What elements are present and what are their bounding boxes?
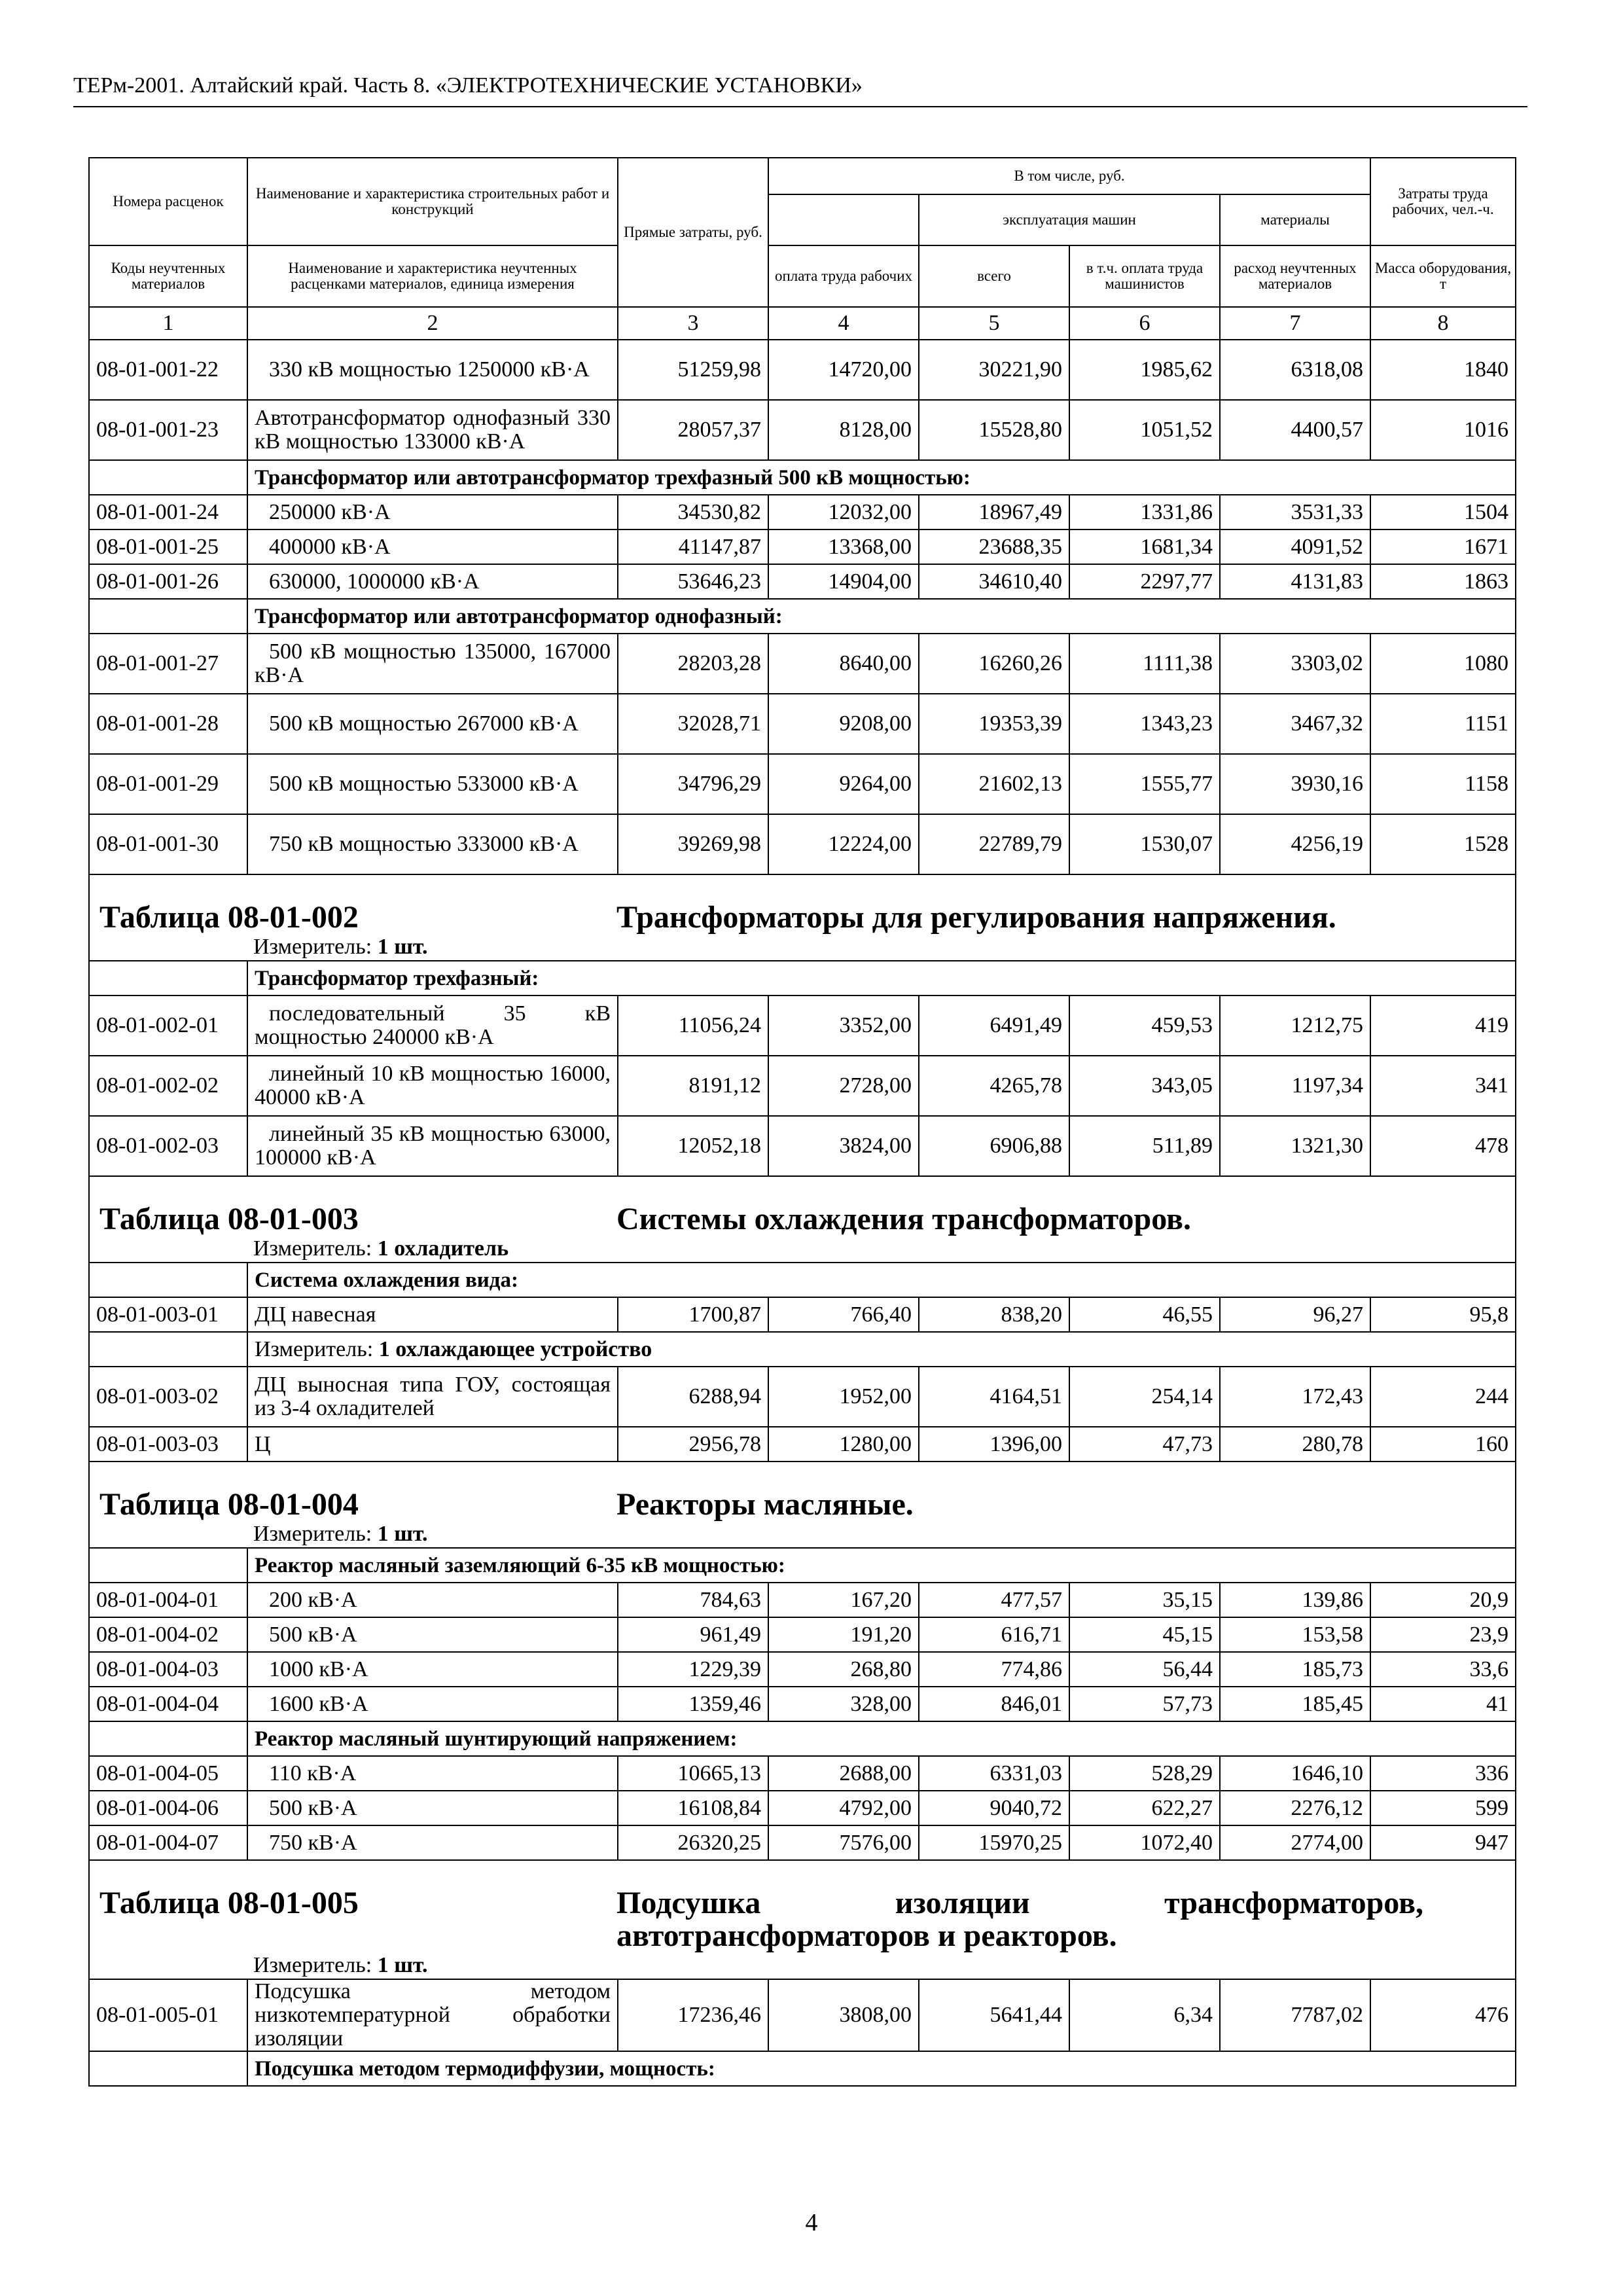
rate-name: Автотрансформатор однофазный 330 кВ мощностью 133000 кВ·А (247, 400, 618, 460)
rate-value: 1646,10 (1220, 1756, 1370, 1791)
rate-value: 616,71 (919, 1617, 1069, 1652)
measure-label: Измеритель: (253, 1236, 372, 1261)
rate-value: 160 (1370, 1427, 1516, 1462)
rate-value: 1359,46 (618, 1687, 768, 1721)
rate-value: 2956,78 (618, 1427, 768, 1462)
rate-value: 191,20 (768, 1617, 919, 1652)
rate-value: 172,43 (1220, 1367, 1370, 1427)
rate-value: 139,86 (1220, 1583, 1370, 1617)
rate-value: 3531,33 (1220, 495, 1370, 529)
rate-value: 39269,98 (618, 814, 768, 874)
rate-value: 185,45 (1220, 1687, 1370, 1721)
group-empty-cell (89, 1548, 247, 1583)
table-row (89, 1583, 1516, 1617)
rate-value: 1016 (1370, 400, 1516, 460)
rate-value: 153,58 (1220, 1617, 1370, 1652)
rate-code: 08-01-002-01 (89, 996, 247, 1056)
rate-name: линейный 35 кВ мощностью 63000, 100000 кВ·А (247, 1116, 618, 1176)
rate-value: 2688,00 (768, 1756, 919, 1791)
group-empty-cell (89, 1721, 247, 1756)
rate-value: 6906,88 (919, 1116, 1069, 1176)
table-section (89, 874, 1516, 961)
table-row (89, 1979, 1516, 2051)
table-row (89, 1652, 1516, 1687)
rate-code: 08-01-004-05 (89, 1756, 247, 1791)
rate-value: 244 (1370, 1367, 1516, 1427)
rate-value: 3303,02 (1220, 634, 1370, 694)
rate-value: 6331,03 (919, 1756, 1069, 1791)
table-title: Реакторы масляные. (616, 1487, 914, 1522)
table-number: Таблица 08-01-004 (99, 1487, 359, 1522)
group-title: Трансформатор или автотрансформатор трехфазный 500 кВ мощностью: (247, 460, 1516, 495)
rate-value: 766,40 (768, 1297, 919, 1332)
rate-value: 528,29 (1069, 1756, 1220, 1791)
table-row (89, 495, 1516, 529)
rate-value: 12052,18 (618, 1116, 768, 1176)
rate-value: 47,73 (1069, 1427, 1220, 1462)
rate-value: 53646,23 (618, 564, 768, 599)
rate-value: 15528,80 (919, 400, 1069, 460)
table-row (89, 1367, 1516, 1427)
page-number: 4 (805, 2209, 818, 2236)
col-header-direct: Прямые затраты, руб. (618, 158, 768, 307)
table-section (89, 1176, 1516, 1263)
table-row (89, 996, 1516, 1056)
table-row (89, 634, 1516, 694)
rate-name: 500 кВ·А (247, 1617, 618, 1652)
rate-value: 341 (1370, 1056, 1516, 1116)
rate-value: 2276,12 (1220, 1791, 1370, 1825)
table-heading (90, 1861, 1515, 1952)
measure-cell (247, 1332, 1516, 1367)
group-row (89, 599, 1516, 634)
table-section (89, 1860, 1516, 1979)
rate-value: 1321,30 (1220, 1116, 1370, 1176)
rate-value: 6,34 (1069, 1979, 1220, 2051)
col-header-labor: Затраты труда рабочих, чел.-ч. (1370, 158, 1516, 245)
rate-value: 12224,00 (768, 814, 919, 874)
rate-value: 1158 (1370, 754, 1516, 814)
rate-value: 41 (1370, 1687, 1516, 1721)
rate-value: 34610,40 (919, 564, 1069, 599)
rate-code: 08-01-001-28 (89, 694, 247, 754)
group-title: Система охлаждения вида: (247, 1263, 1516, 1297)
rate-value: 32028,71 (618, 694, 768, 754)
rate-value: 6288,94 (618, 1367, 768, 1427)
table-title: Подсушка изоляции трансформаторов, автотрансформаторов и реакторов. (616, 1886, 1424, 1953)
rate-name: ДЦ выносная типа ГОУ, состоящая из 3-4 охладителей (247, 1367, 618, 1427)
rate-value: 947 (1370, 1825, 1516, 1860)
table-row (89, 1756, 1516, 1791)
rate-value: 1343,23 (1069, 694, 1220, 754)
rate-code: 08-01-003-03 (89, 1427, 247, 1462)
rate-value: 1528 (1370, 814, 1516, 874)
group-empty-cell (89, 460, 247, 495)
rate-value: 4792,00 (768, 1791, 919, 1825)
rate-value: 599 (1370, 1791, 1516, 1825)
rate-value: 4400,57 (1220, 400, 1370, 460)
table-heading (90, 875, 1515, 934)
rate-name: 500 кВ мощностью 267000 кВ·А (247, 694, 618, 754)
col-header-total: всего (919, 245, 1069, 307)
group-row (89, 460, 1516, 495)
table-section-cell (89, 1176, 1516, 1263)
rate-value: 2297,77 (1069, 564, 1220, 599)
rate-value: 23,9 (1370, 1617, 1516, 1652)
table-row (89, 1116, 1516, 1176)
rate-code: 08-01-004-07 (89, 1825, 247, 1860)
rate-value: 336 (1370, 1756, 1516, 1791)
rate-value: 17236,46 (618, 1979, 768, 2051)
rate-value: 3808,00 (768, 1979, 919, 2051)
table-row (89, 529, 1516, 564)
table-title: Трансформаторы для регулирования напряжения. (616, 900, 1336, 935)
rate-value: 45,15 (1069, 1617, 1220, 1652)
rate-value: 20,9 (1370, 1583, 1516, 1617)
rate-value: 1331,86 (1069, 495, 1220, 529)
table-number: Таблица 08-01-002 (99, 900, 359, 935)
rate-value: 19353,39 (919, 694, 1069, 754)
rate-code: 08-01-004-04 (89, 1687, 247, 1721)
group-title: Реактор масляный заземляющий 6-35 кВ мощностью: (247, 1548, 1516, 1583)
table-row (89, 340, 1516, 400)
measure-label: Измеритель: (253, 1522, 372, 1546)
col-number: 6 (1069, 307, 1220, 340)
rate-value: 419 (1370, 996, 1516, 1056)
rate-value: 1555,77 (1069, 754, 1220, 814)
rate-value: 1080 (1370, 634, 1516, 694)
rate-value: 784,63 (618, 1583, 768, 1617)
page-header: ТЕРм-2001. Алтайский край. Часть 8. «ЭЛЕКТРОТЕХНИЧЕСКИЕ УСТАНОВКИ» (73, 73, 863, 98)
rates-table (88, 157, 1516, 2087)
group-title: Трансформатор трехфазный: (247, 961, 1516, 996)
rate-value: 14904,00 (768, 564, 919, 599)
rate-value: 774,86 (919, 1652, 1069, 1687)
rate-value: 9264,00 (768, 754, 919, 814)
col-header-mass: Масса оборудования, т (1370, 245, 1516, 307)
table-row (89, 1617, 1516, 1652)
rate-code: 08-01-004-03 (89, 1652, 247, 1687)
col-number: 4 (768, 307, 919, 340)
rate-value: 478 (1370, 1116, 1516, 1176)
rate-value: 3467,32 (1220, 694, 1370, 754)
rate-value: 18967,49 (919, 495, 1069, 529)
measure-label: Измеритель: (253, 1953, 372, 1977)
rate-value: 21602,13 (919, 754, 1069, 814)
rate-code: 08-01-001-29 (89, 754, 247, 814)
header-rule (73, 106, 1527, 107)
table-row (89, 1427, 1516, 1462)
rate-value: 96,27 (1220, 1297, 1370, 1332)
measure-unit (90, 1521, 1515, 1547)
rate-value: 34796,29 (618, 754, 768, 814)
rate-value: 3930,16 (1220, 754, 1370, 814)
measure-unit (90, 934, 1515, 960)
rate-code: 08-01-003-02 (89, 1367, 247, 1427)
rate-name: Подсушка методом низкотемпературной обработки изоляции (247, 1979, 618, 2051)
rate-value: 6318,08 (1220, 340, 1370, 400)
rate-value: 477,57 (919, 1583, 1069, 1617)
rate-name: 250000 кВ·А (247, 495, 618, 529)
rate-value: 15970,25 (919, 1825, 1069, 1860)
rate-code: 08-01-002-02 (89, 1056, 247, 1116)
rate-value: 56,44 (1069, 1652, 1220, 1687)
rate-value: 1280,00 (768, 1427, 919, 1462)
col-number: 2 (247, 307, 618, 340)
table-number: Таблица 08-01-005 (99, 1886, 359, 1920)
rate-value: 8191,12 (618, 1056, 768, 1116)
rate-value: 1197,34 (1220, 1056, 1370, 1116)
table-section (89, 1462, 1516, 1548)
table-row (89, 1687, 1516, 1721)
measure-value: 1 охладитель (377, 1236, 509, 1261)
col-header-num: Номера расценок (89, 158, 247, 245)
rate-value: 4265,78 (919, 1056, 1069, 1116)
rate-value: 23688,35 (919, 529, 1069, 564)
group-row (89, 961, 1516, 996)
rate-value: 9208,00 (768, 694, 919, 754)
col-header-incl-wages: в т.ч. оплата труда машинистов (1069, 245, 1220, 307)
rate-value: 1700,87 (618, 1297, 768, 1332)
rate-value: 22789,79 (919, 814, 1069, 874)
rate-value: 8128,00 (768, 400, 919, 460)
rate-code: 08-01-001-23 (89, 400, 247, 460)
rate-value: 1530,07 (1069, 814, 1220, 874)
rate-value: 7576,00 (768, 1825, 919, 1860)
table-section-cell (89, 1860, 1516, 1979)
rate-code: 08-01-005-01 (89, 1979, 247, 2051)
rate-value: 1671 (1370, 529, 1516, 564)
group-row (89, 2051, 1516, 2086)
table-row (89, 1056, 1516, 1116)
rate-value: 185,73 (1220, 1652, 1370, 1687)
rate-name: 500 кВ мощностью 533000 кВ·А (247, 754, 618, 814)
table-heading (90, 1177, 1515, 1236)
rate-code: 08-01-003-01 (89, 1297, 247, 1332)
rate-code: 08-01-004-02 (89, 1617, 247, 1652)
table-number: Таблица 08-01-003 (99, 1202, 359, 1236)
measure-value: 1 шт. (377, 1953, 428, 1977)
rate-value: 1681,34 (1069, 529, 1220, 564)
rate-value: 14720,00 (768, 340, 919, 400)
rate-value: 12032,00 (768, 495, 919, 529)
measure-value: 1 шт. (377, 935, 428, 959)
table-title: Системы охлаждения трансформаторов. (616, 1202, 1191, 1236)
rate-name: 1600 кВ·А (247, 1687, 618, 1721)
rate-value: 13368,00 (768, 529, 919, 564)
rate-value: 9040,72 (919, 1791, 1069, 1825)
rate-code: 08-01-001-26 (89, 564, 247, 599)
measure-label: Измеритель: (255, 1336, 374, 1361)
group-title: Трансформатор или автотрансформатор однофазный: (247, 599, 1516, 634)
col-number: 5 (919, 307, 1069, 340)
rate-name: 630000, 1000000 кВ·А (247, 564, 618, 599)
rate-value: 3824,00 (768, 1116, 919, 1176)
rate-value: 46,55 (1069, 1297, 1220, 1332)
rate-code: 08-01-001-22 (89, 340, 247, 400)
rate-value: 16260,26 (919, 634, 1069, 694)
rate-value: 1863 (1370, 564, 1516, 599)
rate-name: Ц (247, 1427, 618, 1462)
col-header-codes-name: Наименование и характеристика неучтенных расценками материалов, единица измерения (247, 245, 618, 307)
rate-value: 838,20 (919, 1297, 1069, 1332)
measure-unit (90, 1952, 1515, 1979)
rate-value: 41147,87 (618, 529, 768, 564)
col-header-wages: оплата труда рабочих (768, 245, 919, 307)
col-number: 1 (89, 307, 247, 340)
rate-value: 6491,49 (919, 996, 1069, 1056)
rate-value: 476 (1370, 1979, 1516, 2051)
measure-value: 1 охлаждающее устройство (378, 1336, 652, 1361)
rate-value: 280,78 (1220, 1427, 1370, 1462)
rate-value: 268,80 (768, 1652, 919, 1687)
group-row (89, 1548, 1516, 1583)
rate-value: 1504 (1370, 495, 1516, 529)
group-empty-cell (89, 961, 247, 996)
rate-value: 4164,51 (919, 1367, 1069, 1427)
table-heading (90, 1462, 1515, 1521)
rate-value: 1840 (1370, 340, 1516, 400)
rate-code: 08-01-001-30 (89, 814, 247, 874)
rate-value: 2774,00 (1220, 1825, 1370, 1860)
rate-value: 1229,39 (618, 1652, 768, 1687)
group-row (89, 1721, 1516, 1756)
col-header-empty (768, 194, 919, 245)
rate-value: 1151 (1370, 694, 1516, 754)
col-header-codes: Коды неучтенных материалов (89, 245, 247, 307)
rate-value: 1952,00 (768, 1367, 919, 1427)
rate-value: 10665,13 (618, 1756, 768, 1791)
rate-value: 4131,83 (1220, 564, 1370, 599)
rate-value: 95,8 (1370, 1297, 1516, 1332)
rate-code: 08-01-001-25 (89, 529, 247, 564)
rate-name: 500 кВ мощностью 135000, 167000 кВ·А (247, 634, 618, 694)
group-row (89, 1263, 1516, 1297)
rate-value: 1111,38 (1069, 634, 1220, 694)
rate-value: 30221,90 (919, 340, 1069, 400)
table-row (89, 1297, 1516, 1332)
rate-value: 7787,02 (1220, 1979, 1370, 2051)
measure-label: Измеритель: (253, 935, 372, 959)
rate-value: 1212,75 (1220, 996, 1370, 1056)
col-header-name: Наименование и характеристика строительных работ и конструкций (247, 158, 618, 245)
group-empty-cell (89, 2051, 247, 2086)
rate-value: 11056,24 (618, 996, 768, 1056)
measure-value: 1 шт. (377, 1522, 428, 1546)
rate-value: 33,6 (1370, 1652, 1516, 1687)
rate-value: 35,15 (1069, 1583, 1220, 1617)
rate-name: 750 кВ мощностью 333000 кВ·А (247, 814, 618, 874)
table-row (89, 564, 1516, 599)
col-number: 8 (1370, 307, 1516, 340)
rate-value: 28057,37 (618, 400, 768, 460)
col-number: 3 (618, 307, 768, 340)
rate-value: 459,53 (1069, 996, 1220, 1056)
rate-code: 08-01-004-01 (89, 1583, 247, 1617)
rate-value: 51259,98 (618, 340, 768, 400)
rate-code: 08-01-001-24 (89, 495, 247, 529)
rate-name: линейный 10 кВ мощностью 16000, 40000 кВ·А (247, 1056, 618, 1116)
measure-empty-cell (89, 1332, 247, 1367)
rate-name: последовательный 35 кВ мощностью 240000 кВ·А (247, 996, 618, 1056)
rate-value: 961,49 (618, 1617, 768, 1652)
col-number: 7 (1220, 307, 1370, 340)
rate-name: 330 кВ мощностью 1250000 кВ·А (247, 340, 618, 400)
rate-value: 5641,44 (919, 1979, 1069, 2051)
table-section-cell (89, 1462, 1516, 1548)
group-title: Подсушка методом термодиффузии, мощность: (247, 2051, 1516, 2086)
rate-value: 57,73 (1069, 1687, 1220, 1721)
rate-value: 511,89 (1069, 1116, 1220, 1176)
rate-value: 328,00 (768, 1687, 919, 1721)
rate-value: 343,05 (1069, 1056, 1220, 1116)
measure-unit (90, 1236, 1515, 1262)
rate-name: 110 кВ·А (247, 1756, 618, 1791)
rate-value: 26320,25 (618, 1825, 768, 1860)
table-row (89, 1791, 1516, 1825)
rate-value: 1051,52 (1069, 400, 1220, 460)
rate-name: 200 кВ·А (247, 1583, 618, 1617)
col-header-unaccounted: расход неучтенных материалов (1220, 245, 1370, 307)
group-empty-cell (89, 1263, 247, 1297)
rate-value: 254,14 (1069, 1367, 1220, 1427)
rate-value: 3352,00 (768, 996, 919, 1056)
rate-name: 1000 кВ·А (247, 1652, 618, 1687)
rate-value: 1072,40 (1069, 1825, 1220, 1860)
rate-code: 08-01-002-03 (89, 1116, 247, 1176)
rate-value: 34530,82 (618, 495, 768, 529)
rate-value: 16108,84 (618, 1791, 768, 1825)
rate-value: 4091,52 (1220, 529, 1370, 564)
rate-name: ДЦ навесная (247, 1297, 618, 1332)
rate-value: 8640,00 (768, 634, 919, 694)
rate-name: 400000 кВ·А (247, 529, 618, 564)
group-title: Реактор масляный шунтирующий напряжением: (247, 1721, 1516, 1756)
column-numbers-row (89, 307, 1516, 340)
measure-row (89, 1332, 1516, 1367)
rate-value: 846,01 (919, 1687, 1069, 1721)
rate-value: 28203,28 (618, 634, 768, 694)
rate-name: 750 кВ·А (247, 1825, 618, 1860)
col-header-materials: материалы (1220, 194, 1370, 245)
table-row (89, 814, 1516, 874)
col-header-incl: В том числе, руб. (768, 158, 1370, 194)
table-section-cell (89, 874, 1516, 961)
rate-value: 2728,00 (768, 1056, 919, 1116)
rate-value: 622,27 (1069, 1791, 1220, 1825)
group-empty-cell (89, 599, 247, 634)
rate-value: 1985,62 (1069, 340, 1220, 400)
rate-code: 08-01-004-06 (89, 1791, 247, 1825)
rate-value: 1396,00 (919, 1427, 1069, 1462)
table-row (89, 694, 1516, 754)
table-row (89, 400, 1516, 460)
rate-value: 167,20 (768, 1583, 919, 1617)
table-row (89, 1825, 1516, 1860)
rate-name: 500 кВ·А (247, 1791, 618, 1825)
rate-value: 4256,19 (1220, 814, 1370, 874)
rate-code: 08-01-001-27 (89, 634, 247, 694)
table-row (89, 754, 1516, 814)
col-header-exploitation: эксплуатация машин (919, 194, 1220, 245)
